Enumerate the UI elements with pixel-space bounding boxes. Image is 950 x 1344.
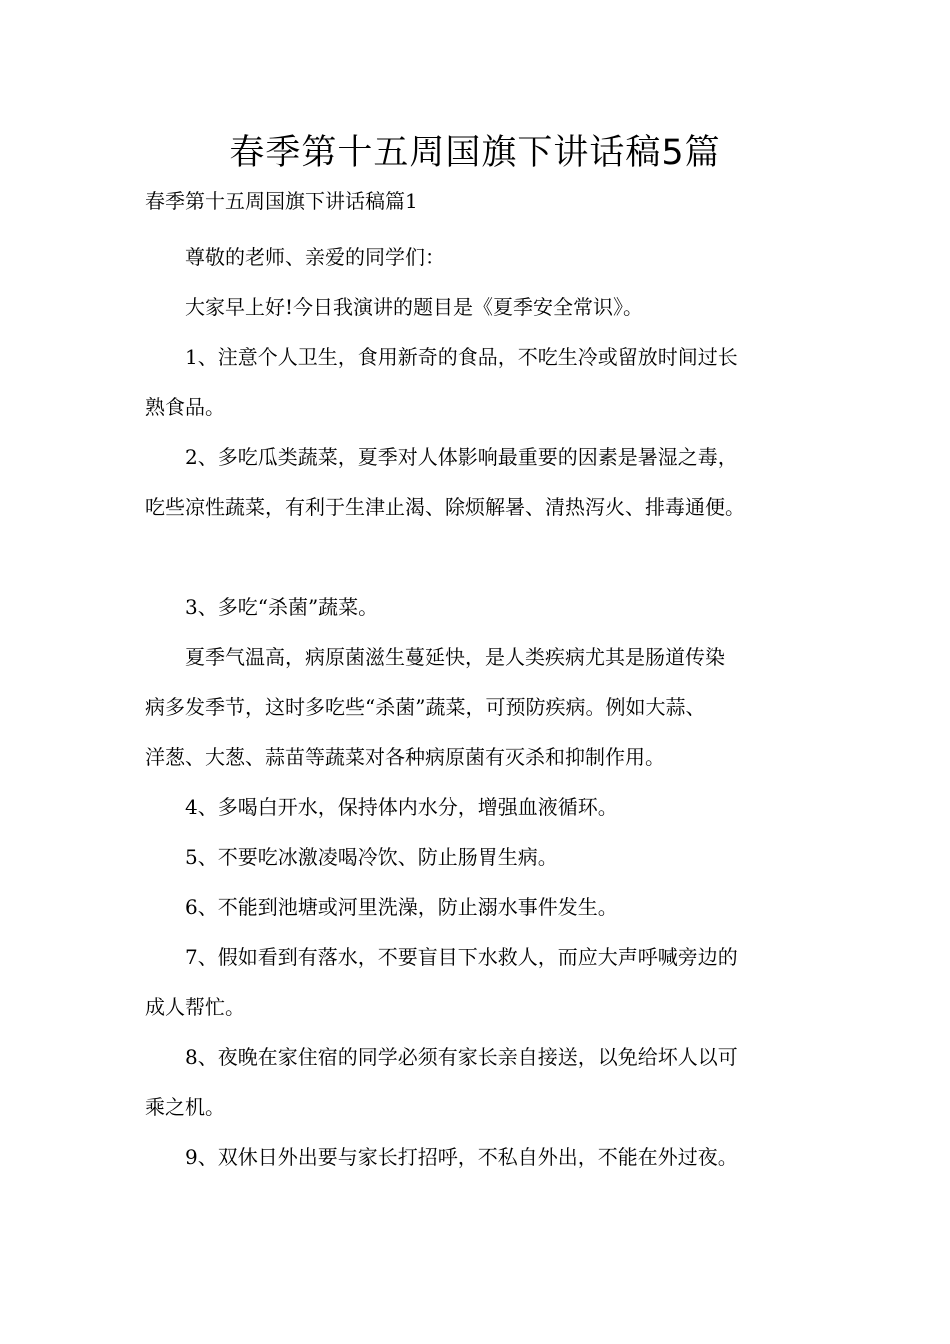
document-title: 春季第十五周国旗下讲话稿5篇 [229, 133, 721, 173]
paragraph-line: 4、多喝白开水，保持体内水分，增强血液循环。 [185, 795, 618, 819]
blank-line [145, 532, 817, 582]
paragraph-line: 熟食品。 [145, 395, 225, 419]
paragraph-item-7 [145, 932, 817, 1032]
paragraph-line: 吃些凉性蔬菜，有利于生津止渴、除烦解暑、清热泻火、排毒通便。 [145, 495, 745, 519]
paragraph-line: 9、双休日外出要与家长打招呼，不私自外出，不能在外过夜。 [185, 1145, 738, 1169]
paragraph-item-8 [145, 1032, 817, 1132]
paragraph-line: 大家早上好!今日我演讲的题目是《夏季安全常识》。 [185, 295, 644, 319]
paragraph-item-4 [145, 782, 817, 832]
paragraph-line: 乘之机。 [145, 1095, 225, 1119]
paragraph-line: 8、夜晚在家住宿的同学必须有家长亲自接送，以免给坏人以可 [185, 1045, 738, 1069]
paragraph-item-2 [145, 432, 817, 532]
paragraph-line: 洋葱、大葱、蒜苗等蔬菜对各种病原菌有灭杀和抑制作用。 [145, 745, 665, 769]
paragraph-item-6 [145, 882, 817, 932]
paragraph-intro [145, 282, 817, 332]
paragraph-line: 1、注意个人卫生，食用新奇的食品，不吃生冷或留放时间过长 [185, 345, 738, 369]
paragraph-line: 病多发季节，这时多吃些“杀菌”蔬菜，可预防疾病。例如大蒜、 [145, 695, 706, 719]
paragraph-line: 5、不要吃冰激凌喝冷饮、防止肠胃生病。 [185, 845, 558, 869]
section-heading: 春季第十五周国旗下讲话稿篇1 [145, 189, 418, 213]
paragraph-item-1 [145, 332, 817, 432]
paragraph-line: 尊敬的老师、亲爱的同学们： [185, 245, 445, 269]
paragraph-line: 成人帮忙。 [145, 995, 245, 1019]
paragraph-line: 夏季气温高，病原菌滋生蔓延快，是人类疾病尤其是肠道传染 [185, 645, 725, 669]
paragraph-item-3 [145, 582, 817, 632]
paragraph-line: 3、多吃“杀菌”蔬菜。 [185, 595, 379, 619]
paragraph-line: 6、不能到池塘或河里洗澡，防止溺水事件发生。 [185, 895, 618, 919]
paragraph-item-3-detail [145, 632, 817, 782]
paragraph-item-9 [145, 1132, 817, 1182]
paragraph-greeting [145, 232, 817, 282]
paragraph-line: 7、假如看到有落水，不要盲目下水救人，而应大声呼喊旁边的 [185, 945, 738, 969]
paragraph-item-5 [145, 832, 817, 882]
document-body [145, 232, 817, 1182]
paragraph-line: 2、多吃瓜类蔬菜，夏季对人体影响最重要的因素是暑湿之毒， [185, 445, 738, 469]
